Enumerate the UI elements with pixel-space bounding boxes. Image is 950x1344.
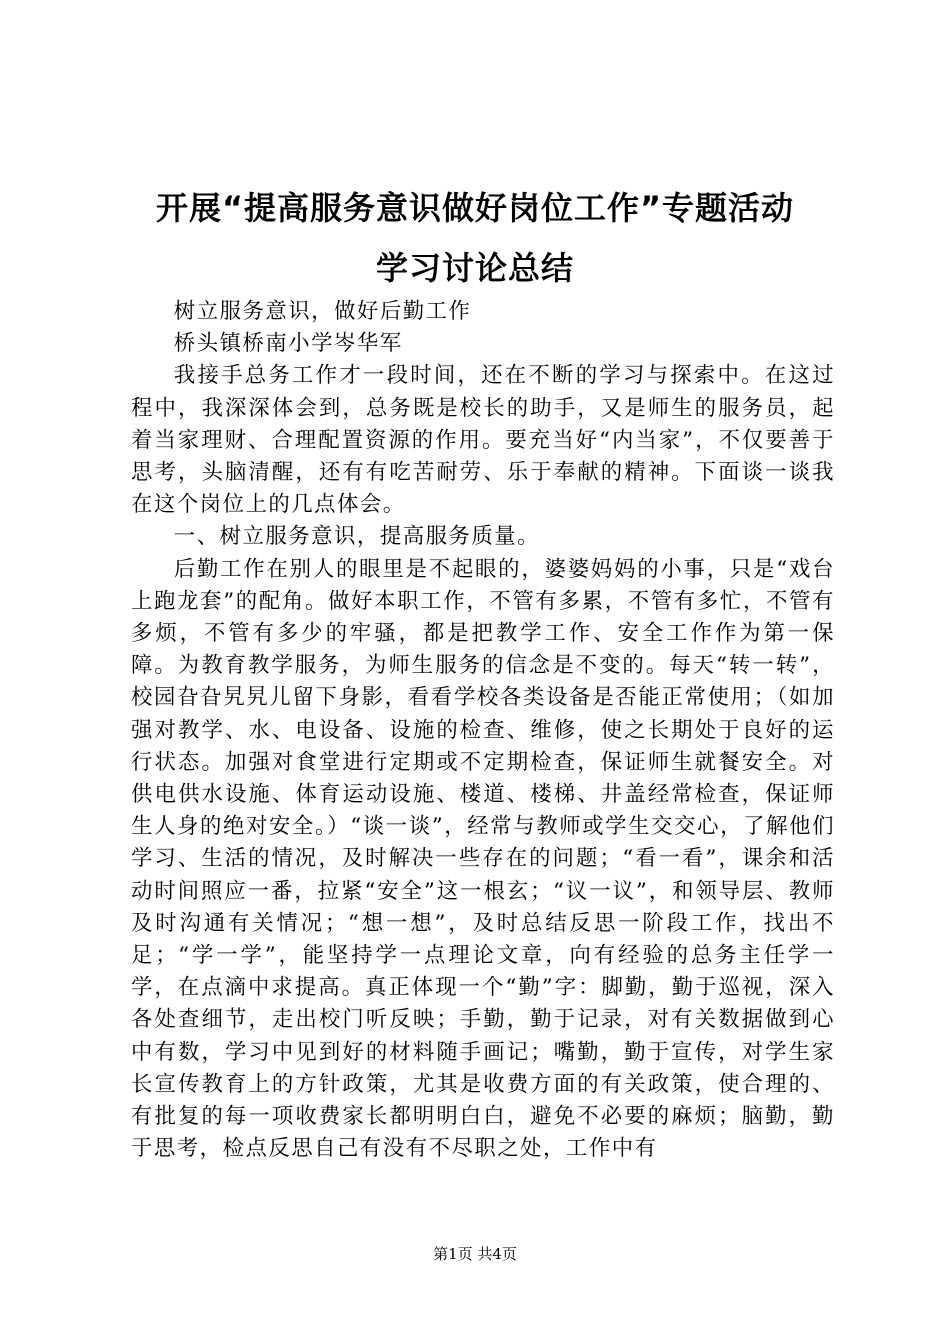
document-title-line-1: 开展“提高服务意识做好岗位工作”专题活动 — [155, 189, 795, 227]
body-paragraph: 后勤工作在别人的眼里是不起眼的，婆婆妈妈的小事，只是“戏台上跑龙套”的配角。做好本职工作，不管有多累，不管有多忙，不管有多烦，不管有多少的牢骚，都是把教学工作、安全工作作为第一保障。为教育教学服务，为师生服务的信念是不变的。每天“转一转”，校园旮旮旯旯儿留下身影，看看学校各类设备是否能正常使用；（如加强对教学、水、电设备、设施的检查、维修，使之长期处于良好的运行状态。加强对食堂进行定期或不定期检查，保证师生就餐安全。对供电供水设施、体育运动设施、楼道、楼梯、井盖经常检查，保证师生人身的绝对安全。）“谈一谈”，经常与教师或学生交交心，了解他们学习、生活的情况，及时解决一些存在的问题；“看一看”，课余和活动时间照应一番，拉紧“安全”这一根玄；“议一议”，和领导层、教师及时沟通有关情况；“想一想”，及时总结反思一阶段工作，找出不足；“学一学”，能坚持学一点理论文章，向有经验的总务主任学一学，在点滴中求提高。真正体现一个“勤”字：脚勤，勤于巡视，深入各处查细节，走出校门听反映；手勤，勤于记录，对有关数据做到心中有数，学习中见到好的材料随手画记；嘴勤，勤于宣传，对学生家长宣传教育上的方针政策，尤其是收费方面的有关政策，使合理的、有批复的每一项收费家长都明明白白，避免不必要的麻烦；脑勤，勤于思考，检点反思自己有没有不尽职之处，工作中有 — [131, 556, 835, 1162]
body-paragraph: 我接手总务工作才一段时间，还在不断的学习与探索中。在这过程中，我深深体会到，总务既是校长的助手，又是师生的服务员，起着当家理财、合理配置资源的作用。要充当好“内当家”，不仅要善于思考，头脑清醒，还有有吃苦耐劳、乐于奉献的精神。下面谈一谈我在这个岗位上的几点体会。 — [131, 363, 835, 518]
section-heading: 一、树立服务意识，提高服务质量。 — [173, 524, 541, 550]
author-line: 桥头镇桥南小学岑华军 — [173, 331, 403, 357]
page-footer: 第1页 共4页 — [433, 1245, 517, 1263]
subtitle: 树立服务意识，做好后勤工作 — [173, 299, 472, 324]
document-title-line-2: 学习讨论总结 — [375, 249, 574, 287]
document-body — [131, 296, 835, 1165]
